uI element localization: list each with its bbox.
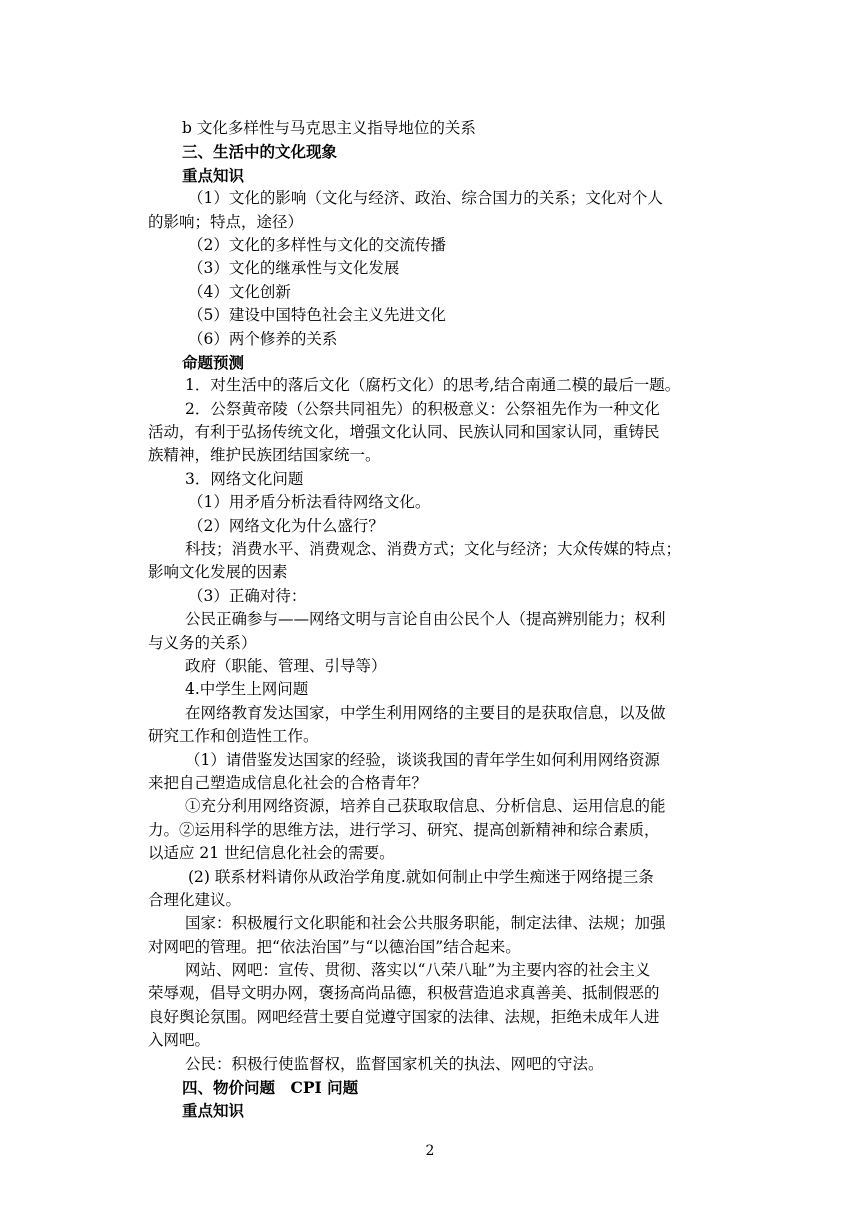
- text-line: 力。②运用科学的思维方法，进行学习、研究、提高创新精神和综合素质，: [148, 820, 660, 839]
- text-line: 政府（职能、管理、引导等）: [185, 656, 387, 675]
- text-line: ①充分利用网络资源，培养自己获取取信息、分析信息、运用信息的能: [185, 797, 666, 816]
- text-line: 重点知识: [182, 165, 245, 185]
- text-line: 科技；消费水平、消费观念、消费方式；文化与经济；大众传媒的特点；: [185, 540, 682, 559]
- text-line: 与义务的关系）: [148, 633, 257, 652]
- text-line: 入网吧。: [148, 1031, 211, 1050]
- text-line: （2）网络文化为什么盛行？: [188, 516, 384, 535]
- text-line: 在网络教育发达国家，中学生利用网络的主要目的是获取信息，以及做: [185, 703, 666, 722]
- text-line: 以适应 21 世纪信息化社会的需要。: [148, 844, 395, 863]
- text-line: （2）文化的多样性与文化的交流传播: [188, 235, 446, 254]
- text-line: 重点知识: [182, 1101, 245, 1121]
- text-line: （1）用矛盾分析法看待网络文化。: [188, 493, 431, 512]
- text-line: 公民正确参与——网络文明与言论自由公民个人（提高辨别能力；权利: [185, 610, 666, 629]
- text-line: 研究工作和创造性工作。: [148, 727, 319, 746]
- text-line: 公民：积极行使监督权，监督国家机关的执法、网吧的守法。: [185, 1054, 604, 1073]
- text-line: 4.中学生上网问题: [185, 680, 309, 699]
- text-line: 合理化建议。: [148, 890, 242, 909]
- text-line: 来把自己塑造成信息化社会的合格青年？: [148, 773, 428, 792]
- text-line: 命题预测: [182, 352, 245, 372]
- text-line: 荣辱观，倡导文明办网，褒扬高尚品德，积极营造追求真善美、抵制假恶的: [148, 984, 660, 1003]
- text-line: 族精神，维护民族团结国家统一。: [148, 446, 381, 465]
- text-line: （4）文化创新: [188, 282, 291, 301]
- text-line: 四、物价问题 CPI 问题: [182, 1078, 359, 1098]
- text-line: 三、生活中的文化现象: [182, 142, 338, 162]
- document-body: [148, 117, 716, 1123]
- text-line: （5）建设中国特色社会主义先进文化: [188, 306, 446, 325]
- text-line: （3）文化的继承性与文化发展: [188, 259, 400, 278]
- text-line: 对网吧的管理。把“依法治国”与“以德治国”结合起来。: [148, 937, 521, 956]
- text-line: 3．网络文化问题: [185, 469, 304, 488]
- text-line: 网站、网吧：宣传、贯彻、落实以“八荣八耻”为主要内容的社会主义: [185, 961, 651, 980]
- text-line: 的影响；特点，途径）: [148, 212, 304, 231]
- text-line: 活动，有利于弘扬传统文化，增强文化认同、民族认同和国家认同，重铸民: [148, 423, 660, 442]
- text-line: 1．对生活中的落后文化（腐朽文化）的思考,结合南通二模的最后一题。: [185, 376, 681, 395]
- text-line: (2) 联系材料请你从政治学角度.就如何制止中学生痴迷于网络提三条: [188, 867, 654, 886]
- text-line: （3）正确对待：: [188, 586, 307, 605]
- text-line: b 文化多样性与马克思主义指导地位的关系: [182, 119, 476, 137]
- text-line: （1）文化的影响（文化与经济、政治、综合国力的关系；文化对个人: [188, 189, 663, 208]
- text-line: 良好舆论氛围。网吧经营土要自觉遵守国家的法律、法规，拒绝未成年人进: [148, 1007, 660, 1026]
- text-line: 国家：积极履行文化职能和社会公共服务职能，制定法律、法规；加强: [185, 914, 666, 933]
- page-number: 2: [425, 1143, 435, 1159]
- text-line: 2．公祭黄帝陵（公祭共同祖先）的积极意义：公祭祖先作为一种文化: [185, 399, 660, 418]
- text-line: 影响文化发展的因素: [148, 563, 288, 582]
- text-line: （6）两个修养的关系: [188, 329, 338, 348]
- text-line: （1）请借鉴发达国家的经验，谈谈我国的青年学生如何利用网络资源: [185, 750, 660, 769]
